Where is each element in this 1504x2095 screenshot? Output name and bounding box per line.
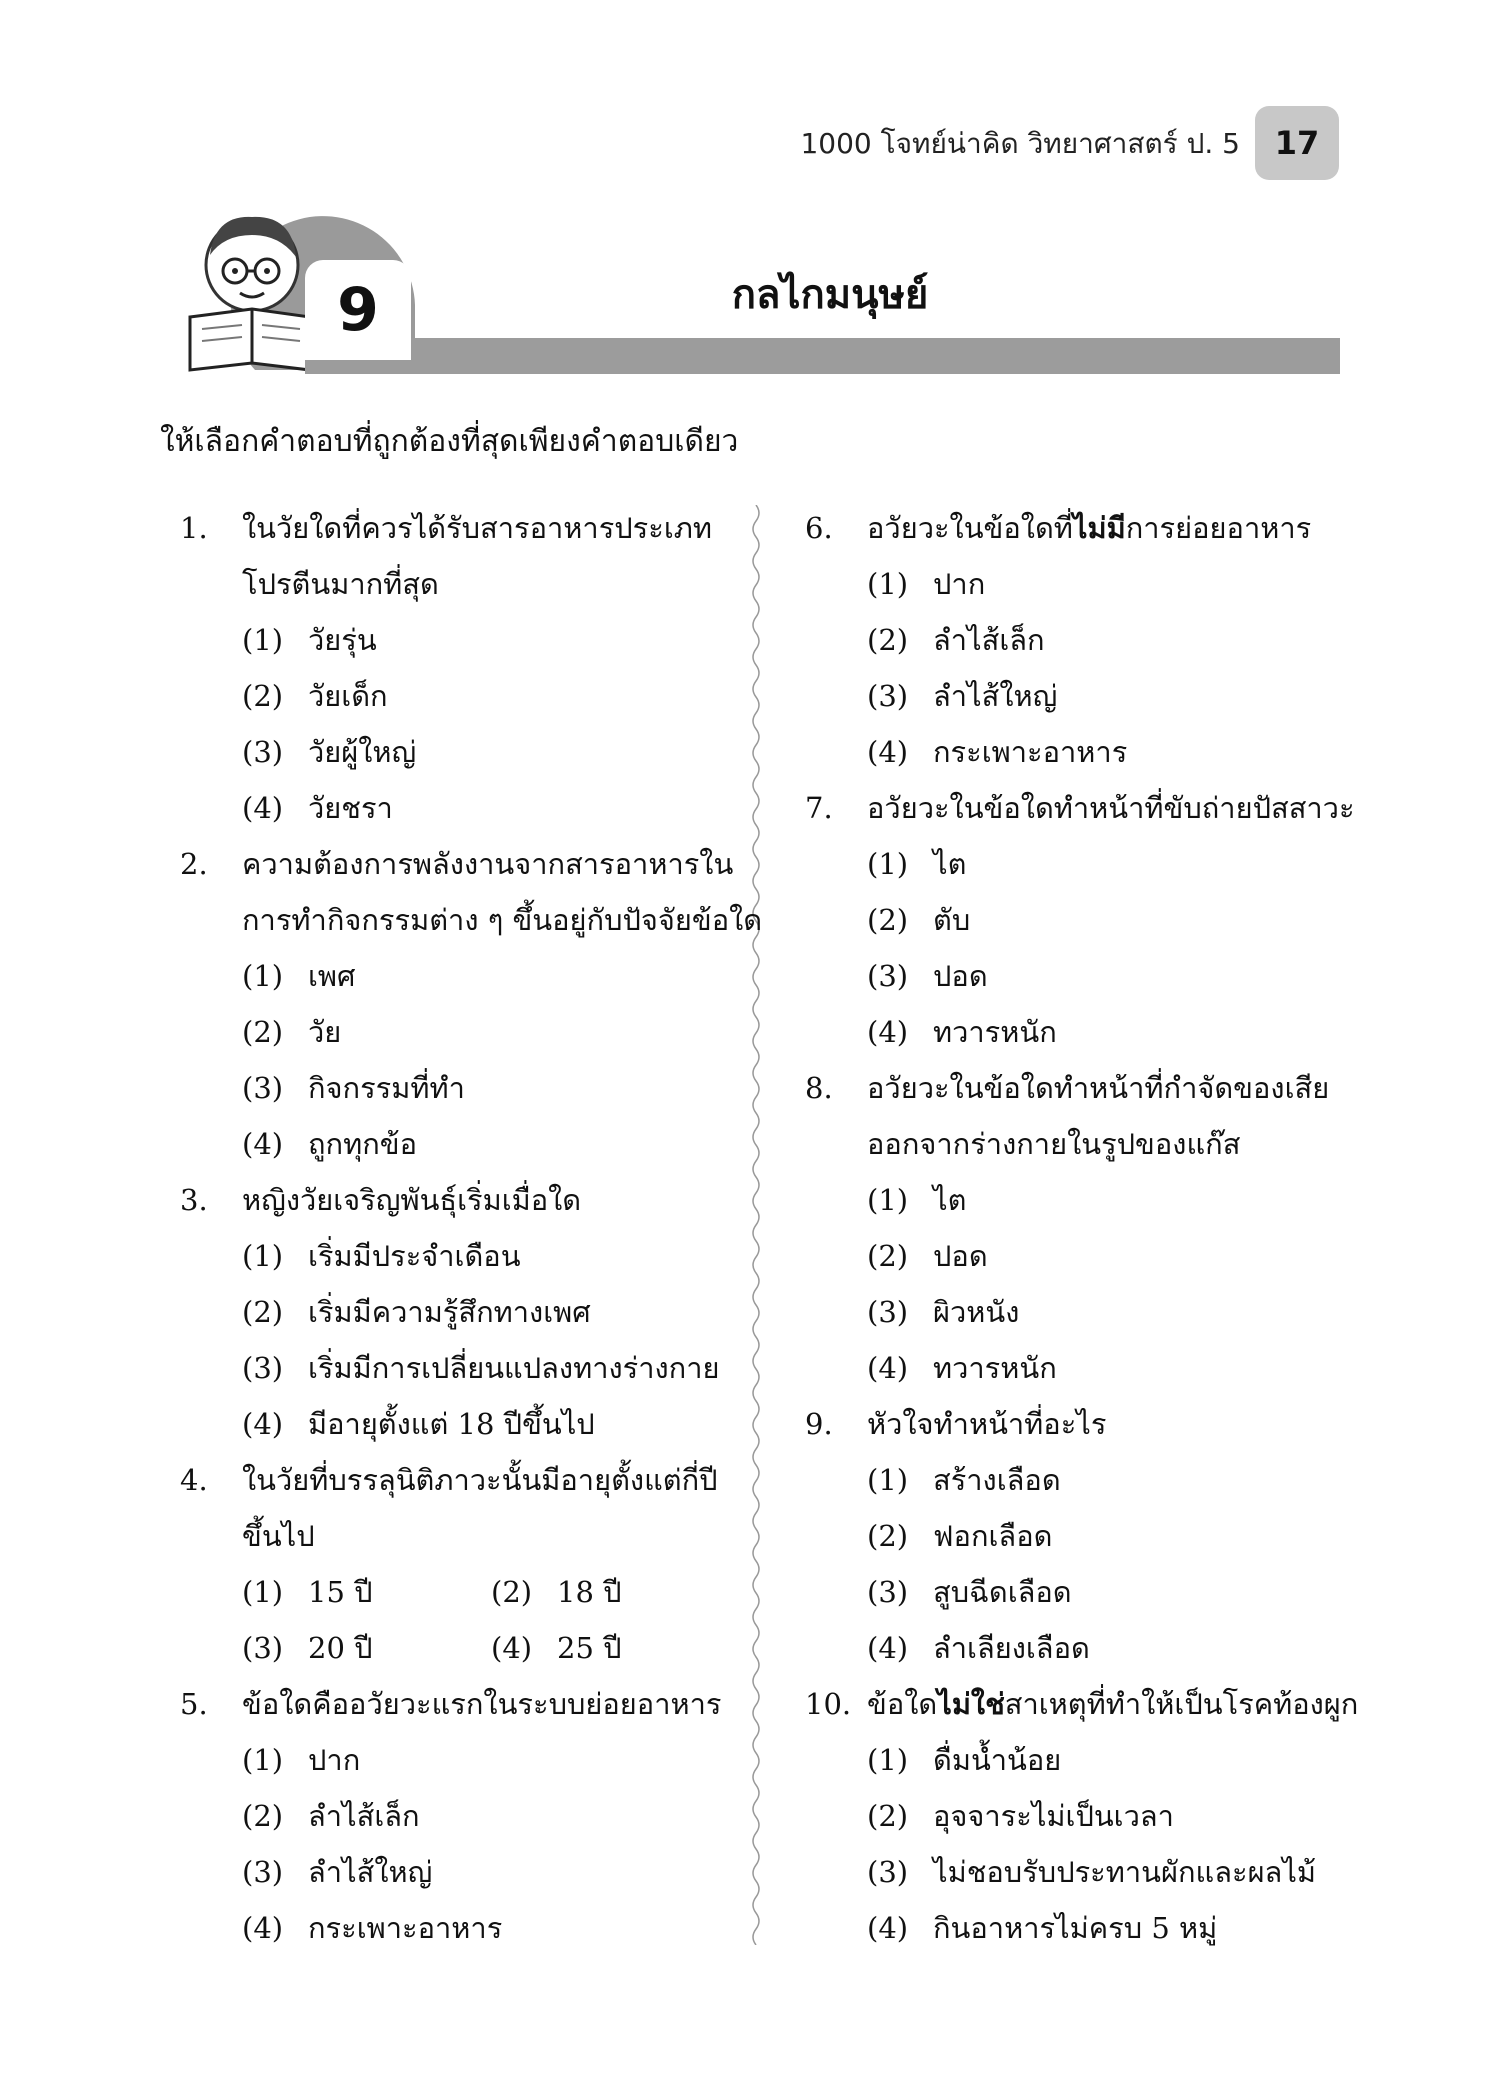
right-column (805, 500, 1365, 1956)
choice[interactable]: (1) 15 ปี (242, 1575, 373, 1609)
question-4 (180, 1452, 740, 1676)
choice[interactable]: (3) ปอด (867, 959, 988, 993)
chapter-title: กลไกมนุษย์ (731, 272, 929, 318)
question-7 (805, 780, 1365, 1060)
choice[interactable]: (2) 18 ปี (491, 1575, 622, 1609)
question-text: หญิงวัยเจริญพันธุ์เริ่มเมื่อใด (242, 1183, 582, 1217)
choice[interactable]: (2) ตับ (867, 903, 971, 937)
question-number: 10. (805, 1687, 852, 1721)
choice[interactable]: (3) สูบฉีดเลือด (867, 1575, 1072, 1609)
choice[interactable]: (4) ทวารหนัก (867, 1015, 1057, 1049)
choice[interactable]: (2) อุจจาระไม่เป็นเวลา (867, 1799, 1174, 1833)
choice[interactable]: (1) เริ่มมีประจำเดือน (242, 1239, 521, 1273)
choice[interactable]: (4) ทวารหนัก (867, 1351, 1057, 1385)
choice[interactable]: (3) ลำไส้ใหญ่ (867, 679, 1058, 713)
choice[interactable]: (2) ปอด (867, 1239, 988, 1273)
choice[interactable]: (4) ถูกทุกข้อ (242, 1127, 418, 1161)
choice-row (180, 1620, 740, 1676)
question-number: 1. (180, 511, 208, 545)
choice[interactable]: (1) เพศ (242, 959, 356, 993)
choice[interactable]: (3) วัยผู้ใหญ่ (242, 735, 417, 769)
choice[interactable]: (4) มีอายุตั้งแต่ 18 ปีขึ้นไป (242, 1407, 595, 1441)
choice[interactable]: (3) ไม่ชอบรับประทานผักและผลไม้ (867, 1855, 1317, 1889)
question-text: ในวัยที่บรรลุนิติภาวะนั้นมีอายุตั้งแต่กี่ปี (242, 1463, 718, 1497)
choice[interactable]: (1) ปาก (242, 1743, 361, 1777)
question-number: 3. (180, 1183, 208, 1217)
choice[interactable]: (4) กระเพาะอาหาร (242, 1911, 503, 1945)
choice[interactable]: (1) ไต (867, 847, 967, 881)
chapter-number: 9 (305, 260, 411, 360)
book-title: 1000 โจทย์น่าคิด วิทยาศาสตร์ ป. 5 (800, 127, 1240, 160)
question-number: 9. (805, 1407, 833, 1441)
choice[interactable]: (3) เริ่มมีการเปลี่ยนแปลงทางร่างกาย (242, 1351, 720, 1385)
question-number: 8. (805, 1071, 833, 1105)
choice-row (180, 1564, 740, 1620)
question-text: อวัยวะในข้อใดทำหน้าที่ขับถ่ายปัสสาวะ (867, 791, 1355, 825)
chapter-title-bar (305, 338, 1340, 374)
choice[interactable]: (4) กินอาหารไม่ครบ 5 หมู่ (867, 1911, 1218, 1945)
choice[interactable]: (4) กระเพาะอาหาร (867, 735, 1128, 769)
choice[interactable]: (3) 20 ปี (242, 1631, 373, 1665)
question-9 (805, 1396, 1365, 1676)
choice[interactable]: (4) ลำเลียงเลือด (867, 1631, 1090, 1665)
question-text: ข้อใดคืออวัยวะแรกในระบบย่อยอาหาร (242, 1687, 722, 1721)
choice[interactable]: (1) ไต (867, 1183, 967, 1217)
column-divider (748, 505, 764, 1945)
question-6 (805, 500, 1365, 780)
question-text: อวัยวะในข้อใดที่ไม่มีการย่อยอาหาร (867, 511, 1312, 545)
question-text: หัวใจทำหน้าที่อะไร (867, 1407, 1107, 1441)
choice[interactable]: (3) ลำไส้ใหญ่ (242, 1855, 433, 1889)
choice[interactable]: (2) ฟอกเลือด (867, 1519, 1053, 1553)
choice[interactable]: (1) ปาก (867, 567, 986, 601)
page-number: 17 (1255, 106, 1339, 180)
question-text: ข้อใดไม่ใช่สาเหตุที่ทำให้เป็นโรคท้องผูก (867, 1687, 1359, 1721)
choice[interactable]: (4) 25 ปี (491, 1631, 622, 1665)
instruction-text: ให้เลือกคำตอบที่ถูกต้องที่สุดเพียงคำตอบเดียว (160, 424, 739, 459)
question-3 (180, 1172, 740, 1452)
question-text: ความต้องการพลังงานจากสารอาหารใน (242, 847, 734, 881)
choice[interactable]: (2) ลำไส้เล็ก (242, 1799, 420, 1833)
choice[interactable]: (2) ลำไส้เล็ก (867, 623, 1045, 657)
question-5 (180, 1676, 740, 1956)
left-column (180, 500, 763, 1956)
choice[interactable]: (3) กิจกรรมที่ทำ (242, 1071, 465, 1105)
question-number: 7. (805, 791, 833, 825)
question-text-continued: โปรตีนมากที่สุด (242, 567, 439, 601)
choice[interactable]: (2) เริ่มมีความรู้สึกทางเพศ (242, 1295, 591, 1329)
question-number: 6. (805, 511, 833, 545)
question-text-continued: ขึ้นไป (242, 1519, 315, 1553)
choice[interactable]: (1) ดื่มน้ำน้อย (867, 1743, 1062, 1777)
question-2 (180, 836, 763, 1172)
question-number: 4. (180, 1463, 208, 1497)
question-1 (180, 500, 740, 836)
choice[interactable]: (2) วัยเด็ก (242, 679, 388, 713)
choice[interactable]: (3) ผิวหนัง (867, 1295, 1020, 1329)
question-8 (805, 1060, 1365, 1396)
question-text-continued: ออกจากร่างกายในรูปของแก๊ส (867, 1127, 1241, 1161)
question-number: 5. (180, 1687, 208, 1721)
question-text: อวัยวะในข้อใดทำหน้าที่กำจัดของเสีย (867, 1071, 1330, 1105)
question-text: ในวัยใดที่ควรได้รับสารอาหารประเภท (242, 511, 712, 545)
choice[interactable]: (1) สร้างเลือด (867, 1463, 1061, 1497)
choice[interactable]: (1) วัยรุ่น (242, 623, 377, 657)
choice[interactable]: (4) วัยชรา (242, 791, 393, 825)
choice[interactable]: (2) วัย (242, 1015, 342, 1049)
question-text-continued: การทำกิจกรรมต่าง ๆ ขึ้นอยู่กับปัจจัยข้อใด (242, 903, 763, 937)
question-number: 2. (180, 847, 208, 881)
question-10 (805, 1676, 1365, 1956)
